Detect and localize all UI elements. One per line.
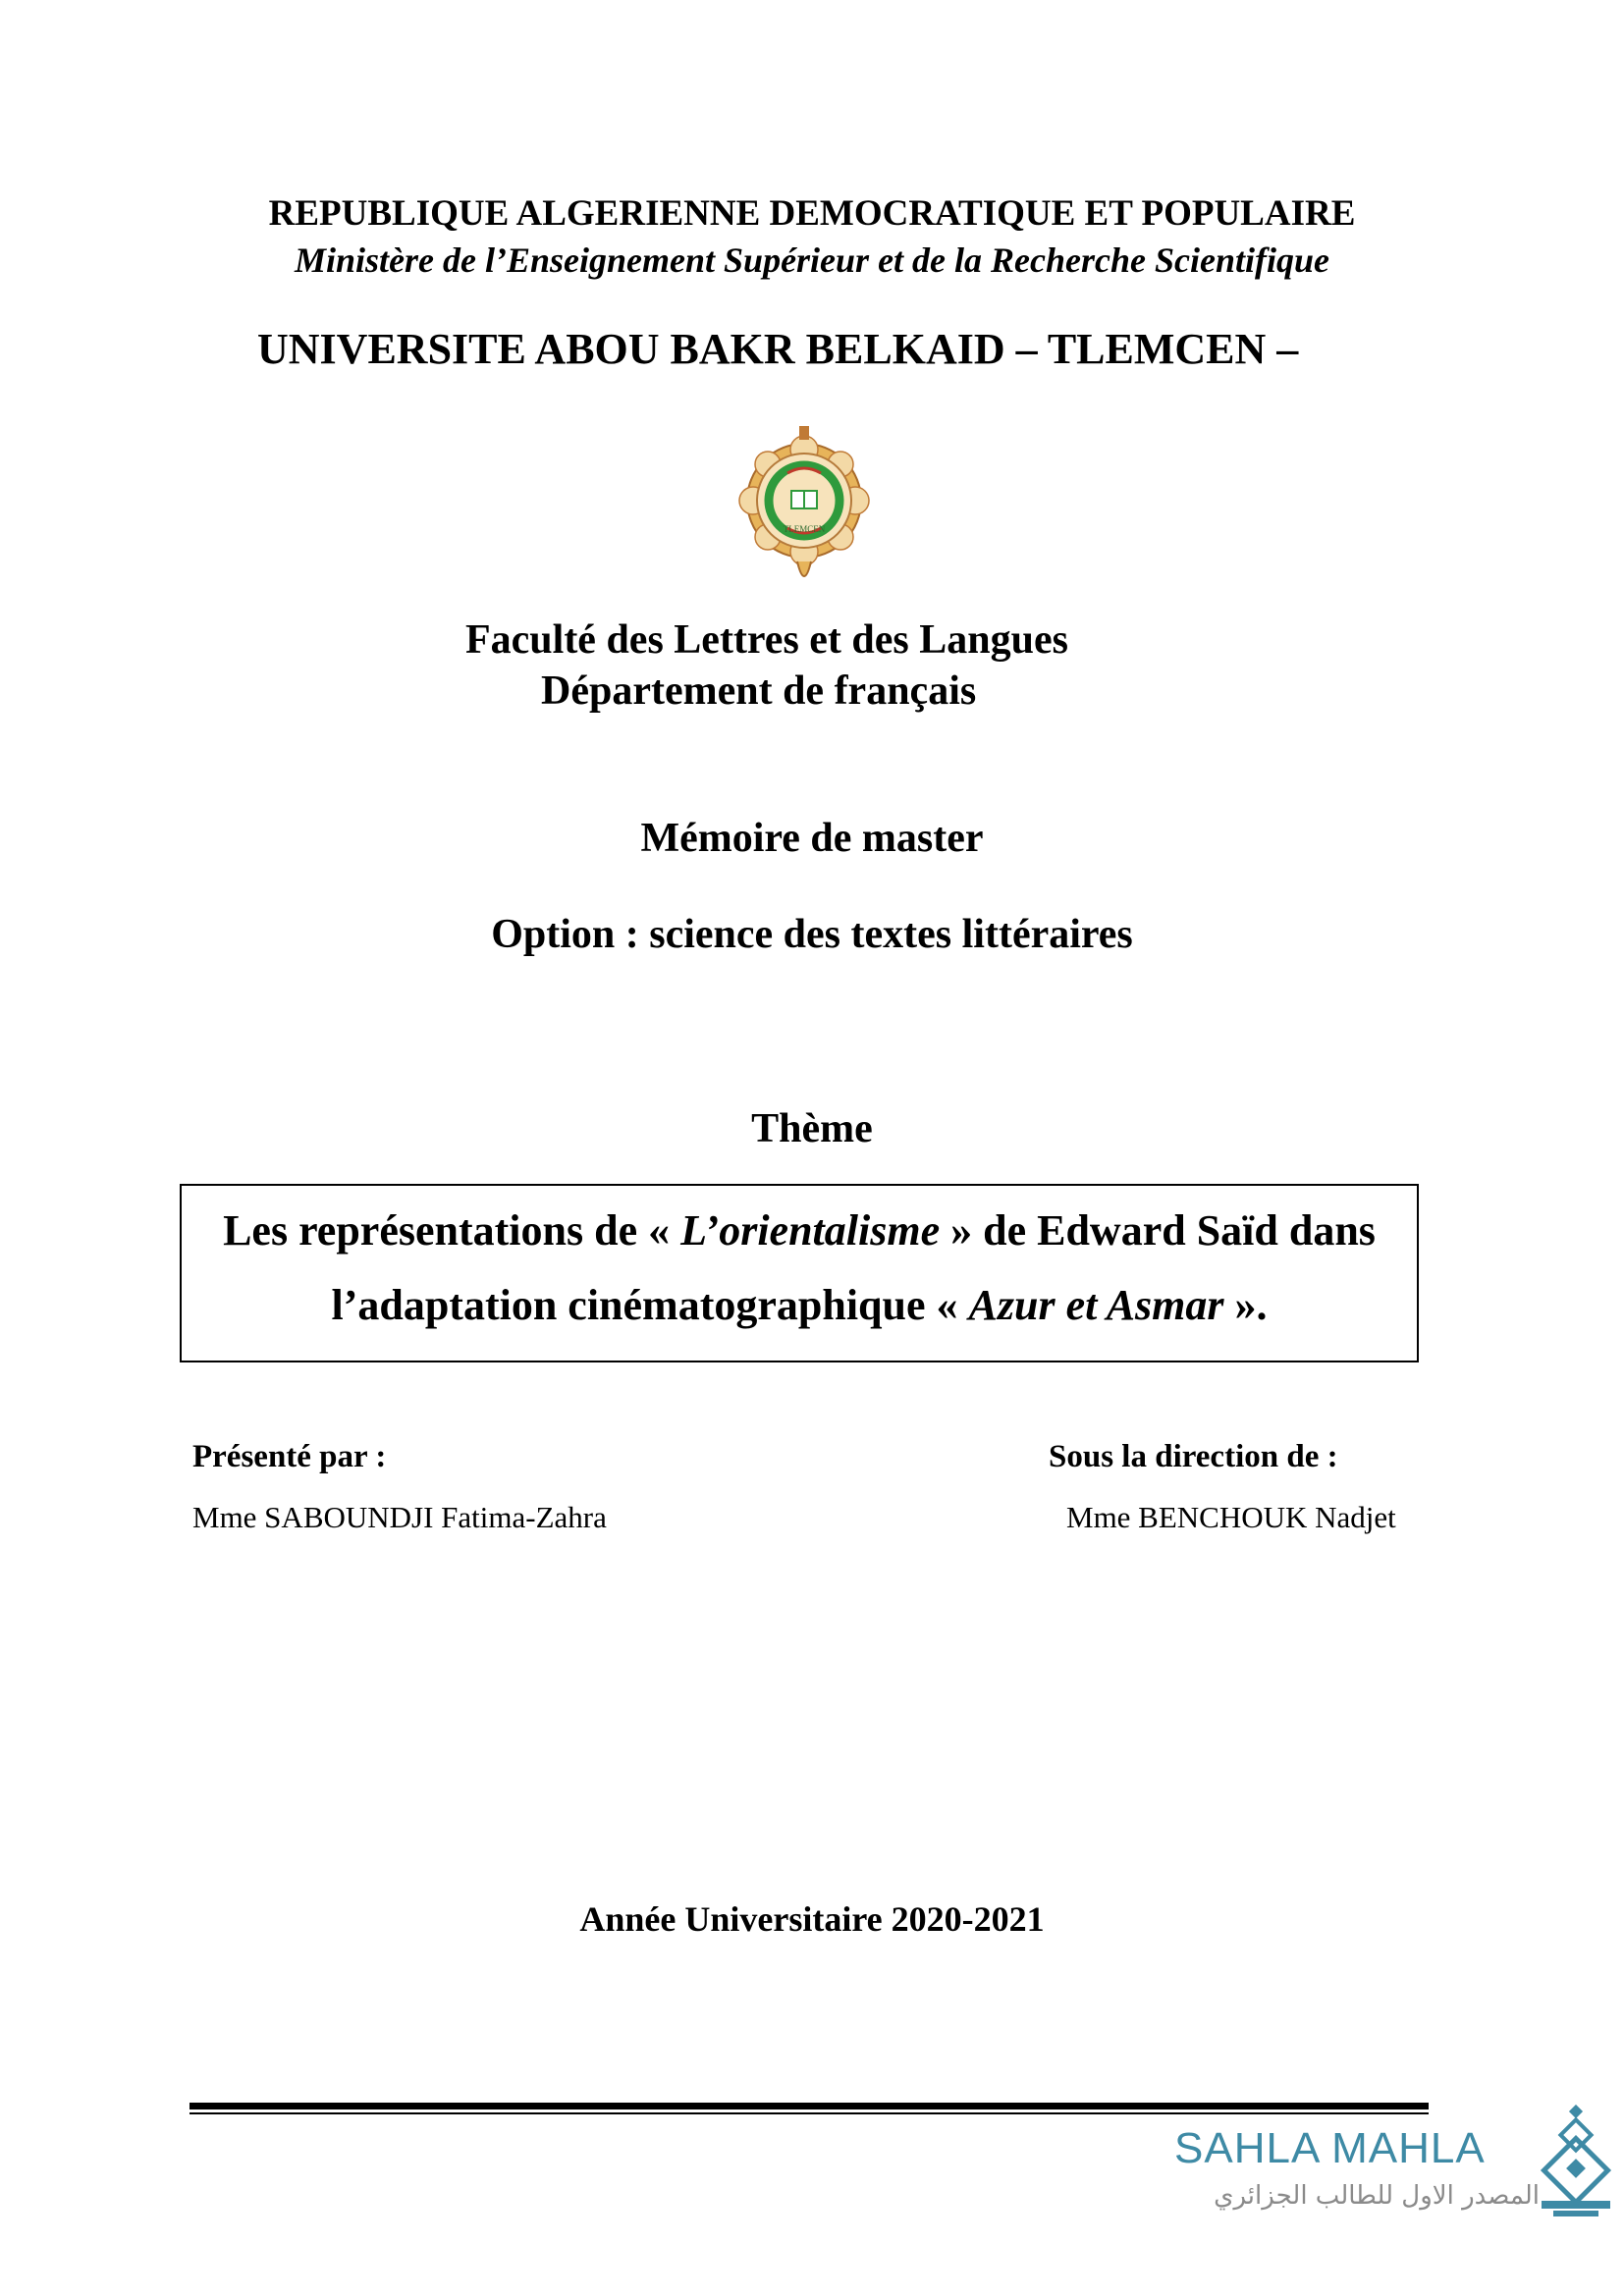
- title-line2-film: Azur et Asmar: [968, 1281, 1224, 1329]
- title-line1-prefix: Les représentations de «: [223, 1206, 681, 1255]
- sahla-mahla-tagline: المصدر الاول للطالب الجزائري: [1214, 2181, 1540, 2211]
- ministry-heading: Ministère de l’Enseignement Supérieur et de la Recherche Scientifique: [295, 240, 1329, 280]
- footer-rule: [189, 2103, 1429, 2109]
- sahla-mahla-brand: SAHLA MAHLA: [1174, 2124, 1486, 2172]
- thesis-type: Mémoire de master: [640, 816, 984, 861]
- seal-text: TLEMCEN: [783, 524, 826, 534]
- footer-rule-thin: [189, 2112, 1429, 2114]
- faculty-name: Faculté des Lettres et des Langues: [465, 617, 1068, 663]
- thesis-option: Option : science des textes littéraires: [491, 912, 1133, 957]
- department-name: Département de français: [541, 668, 977, 714]
- university-seal-icon: [731, 422, 878, 599]
- theme-heading: Thème: [751, 1106, 873, 1151]
- thesis-title-line-1: [182, 1205, 1417, 1255]
- student-name: Mme SABOUNDJI Fatima-Zahra: [192, 1500, 607, 1534]
- sahla-mahla-logo-icon: [1532, 2105, 1622, 2222]
- supervisor-label: Sous la direction de :: [1049, 1439, 1338, 1474]
- presented-by-label: Présenté par :: [192, 1439, 387, 1474]
- academic-year: Année Universitaire 2020-2021: [579, 1899, 1045, 1939]
- university-heading: UNIVERSITE ABOU BAKR BELKAID – TLEMCEN –: [257, 325, 1299, 373]
- title-line2-suffix: ».: [1223, 1281, 1268, 1329]
- title-line1-suffix: » de Edward Saïd dans: [940, 1206, 1376, 1255]
- thesis-title-line-2: [182, 1280, 1417, 1330]
- supervisor-name: Mme BENCHOUK Nadjet: [1066, 1500, 1396, 1534]
- title-line1-work: L’orientalisme: [680, 1206, 941, 1255]
- republic-heading: REPUBLIQUE ALGERIENNE DEMOCRATIQUE ET POPULAIRE: [268, 193, 1356, 234]
- title-line2-prefix: l’adaptation cinématographique «: [331, 1281, 969, 1329]
- thesis-title-box: [180, 1184, 1419, 1362]
